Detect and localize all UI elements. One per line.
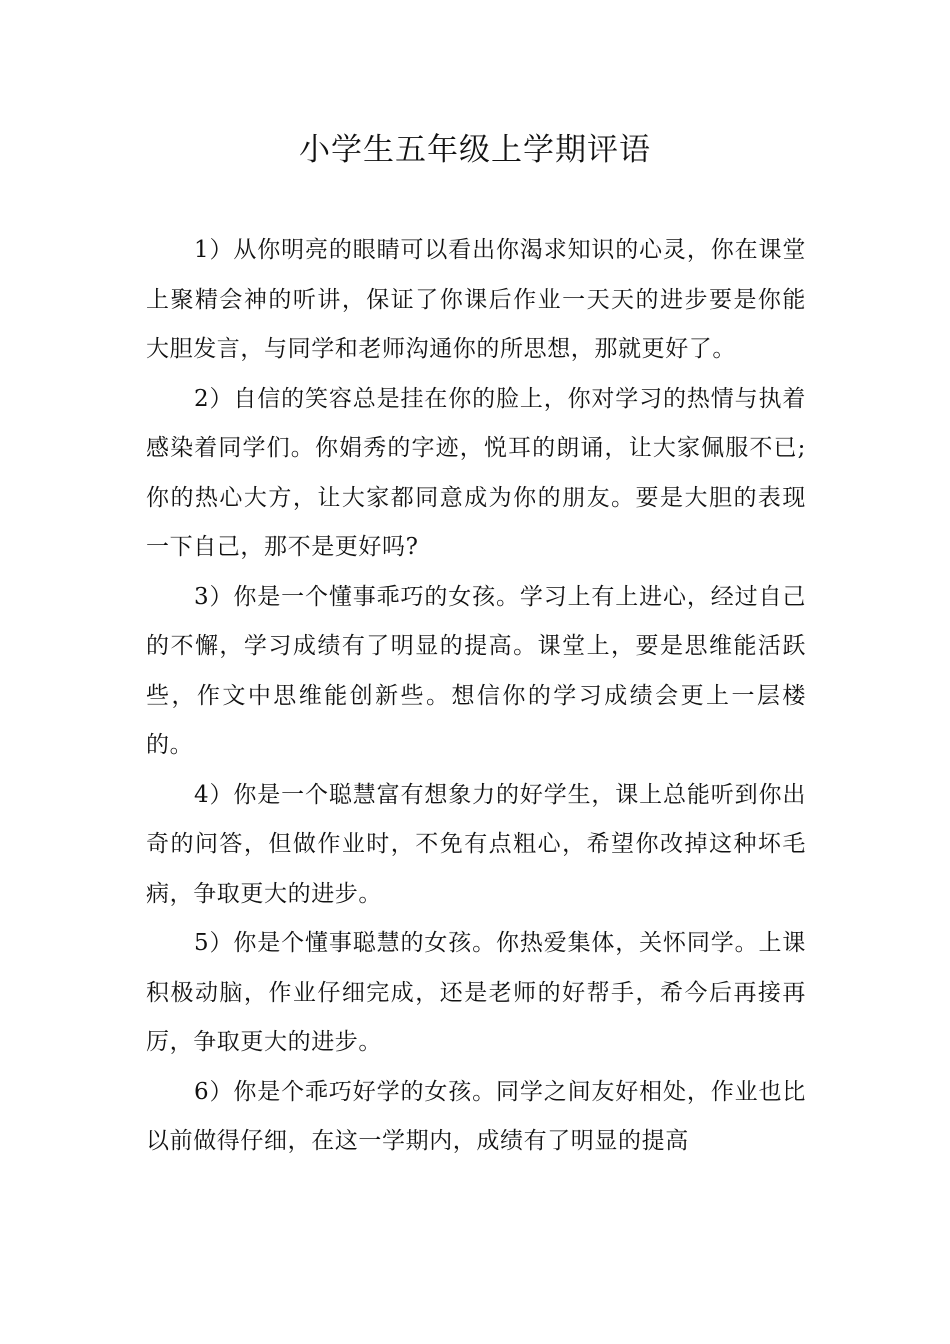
comment-paragraph-1: 1）从你明亮的眼睛可以看出你渴求知识的心灵，你在课堂上聚精会神的听讲，保证了你课后作业一天天的进步要是你能大胆发言，与同学和老师沟通你的所思想，那就更好了。 bbox=[146, 237, 806, 362]
comment-paragraph-3: 3）你是一个懂事乖巧的女孩。学习上有上进心，经过自己的不懈，学习成绩有了明显的提高。课堂上，要是思维能活跃些，作文中思维能创新些。想信你的学习成绩会更上一层楼的。 bbox=[146, 583, 806, 758]
comment-paragraph-4: 4）你是一个聪慧富有想象力的好学生，课上总能听到你出奇的问答，但做作业时，不免有点粗心，希望你改掉这种坏毛病，争取更大的进步。 bbox=[146, 781, 806, 907]
document-body bbox=[146, 226, 806, 1167]
document-title: 小学生五年级上学期评语 bbox=[299, 132, 651, 168]
comment-paragraph-2: 2）自信的笑容总是挂在你的脸上，你对学习的热情与执着感染着同学们。你娟秀的字迹，悦耳的朗诵，让大家佩服不已;你的热心大方，让大家都同意成为你的朋友。要是大胆的表现一下自己，那不是更好吗? bbox=[146, 385, 806, 560]
comment-paragraph-5: 5）你是个懂事聪慧的女孩。你热爱集体，关怀同学。上课积极动脑，作业仔细完成，还是老师的好帮手，希今后再接再厉，争取更大的进步。 bbox=[146, 930, 806, 1055]
comment-paragraph-6: 6）你是个乖巧好学的女孩。同学之间友好相处，作业也比以前做得仔细，在这一学期内，成绩有了明显的提高 bbox=[146, 1078, 806, 1154]
